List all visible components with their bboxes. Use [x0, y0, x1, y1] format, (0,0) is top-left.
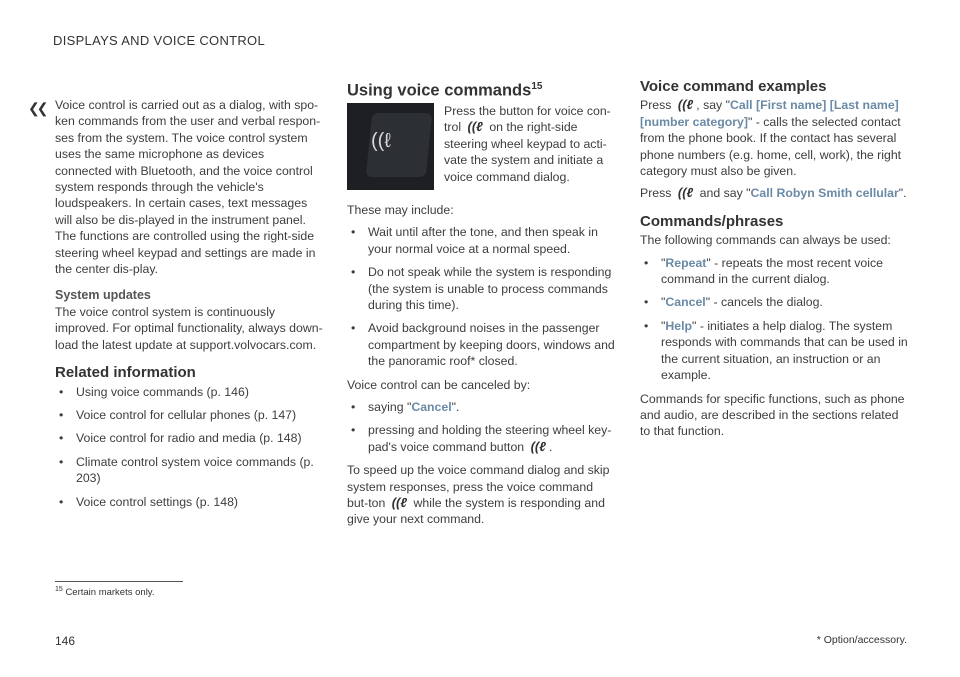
phrases-heading: Commands/phrases [640, 212, 784, 230]
phrases-intro: The following commands can always be used: [640, 233, 891, 248]
closing-text: Commands for specific functions, such as phone and audio, are described in the sections related to that function. [640, 391, 905, 439]
voice-control-icon: ((ℓ [677, 97, 694, 113]
phrase-item: • "Repeat" - repeats the most recent voice command in the current dialog. [640, 255, 908, 288]
page-number: 146 [55, 634, 76, 648]
back-arrows-icon[interactable]: ❮❮ [28, 100, 46, 116]
related-info-heading: Related information [55, 364, 196, 382]
command-phrase: Call [First name] [Last name] [number category] [640, 98, 899, 129]
option-accessory-note: * Option/accessory. [816, 634, 907, 646]
cancel-item: • saying "Cancel". [347, 399, 615, 415]
example-1: Press ((ℓ , say "Call [First name] [Last name] [number category]" - calls the selected contact from the phone book. If the contact has several phone numbers (e.g. home, cell, work), the right category must also be given. [640, 97, 902, 179]
command-phrase: Call Robyn Smith cellular [750, 186, 899, 201]
speedup-text: To speed up the voice command dialog and skip system responses, press the voice command but-ton ((ℓ while the system is responding and give your next command. [347, 463, 610, 527]
related-link[interactable]: • Using voice commands (p. 146) [55, 384, 323, 400]
voice-control-icon: ((ℓ [530, 438, 546, 454]
command-phrase: Cancel [665, 295, 706, 310]
examples-heading: Voice command examples [640, 78, 827, 95]
tip-item: • Do not speak while the system is responding (the system is unable to process commands during this time). [347, 264, 615, 313]
column-1 [55, 97, 323, 517]
tip-item: • Wait until after the tone, and then speak in your normal voice at a normal speed. [347, 224, 615, 257]
intro-text: Press the button for voice con-trol ((ℓ on the right-side steering wheel keypad to acti-vate the system and initiate a voice command dialog. [444, 103, 611, 184]
related-info-list [55, 384, 323, 510]
column-2 [347, 79, 615, 534]
cancel-intro: Voice control can be canceled by: [347, 377, 531, 392]
section-heading: Using voice commands$^{15}$ [347, 81, 543, 100]
tip-item: • Avoid background noises in the passenger compartment by keeping doors, windows and the panoramic roof* closed. [347, 320, 615, 369]
footnote-ref: 15 [531, 81, 543, 92]
phrases-list [640, 255, 908, 384]
voice-button-icon: ((ℓ [371, 129, 391, 152]
related-link[interactable]: • Voice control for cellular phones (p. 147) [55, 407, 323, 423]
voice-control-icon: ((ℓ [391, 495, 408, 510]
intro-paragraph: Voice control is carried out as a dialog, with spo-ken commands from the user and verbal respon-ses from the system. The voice control system uses the same microphone as devices connected with Bluetooth, and the voice control system responds through the vehicle's loudspeakers. In certain cases, text messages will also be dis-played in the instrument panel. The functions are controlled using the right-side steering wheel keypad and settings are made in the center dis-play. [55, 98, 321, 277]
command-phrase: Cancel [411, 399, 452, 414]
phrase-item: • "Help" - initiates a help dialog. The system responds with commands that can be used in the current situation, an instruction or an example. [640, 318, 908, 384]
tips-list [347, 224, 615, 369]
related-link[interactable]: • Voice control settings (p. 148) [55, 494, 323, 510]
voice-control-icon: ((ℓ [677, 185, 694, 201]
command-phrase: Help [665, 318, 693, 333]
footnote-rule [55, 581, 183, 582]
system-updates-text: The voice control system is continuously improved. For optimal functionality, always down-load the latest update at support.volvocars.com. [55, 304, 323, 352]
column-3 [640, 79, 908, 446]
may-include-text: These may include: [347, 202, 454, 217]
voice-control-icon: ((ℓ [467, 119, 483, 135]
cancel-item: • pressing and holding the steering wheel key-pad's voice command button ((ℓ . [347, 422, 615, 455]
phrase-item: • "Cancel" - cancels the dialog. [640, 294, 908, 310]
system-updates-heading: System updates [55, 288, 151, 303]
steering-wheel-button-image [347, 103, 434, 190]
command-phrase: Repeat [665, 255, 707, 270]
cancel-list [347, 399, 615, 455]
related-link[interactable]: • Climate control system voice commands (p. 203) [55, 454, 323, 487]
footnote: $^{15}$ Certain markets only. [55, 586, 155, 599]
related-link[interactable]: • Voice control for radio and media (p. 148) [55, 430, 323, 446]
example-2: Press ((ℓ and say "Call Robyn Smith cellular". [640, 185, 907, 201]
page-header: DISPLAYS AND VOICE CONTROL [53, 33, 265, 48]
